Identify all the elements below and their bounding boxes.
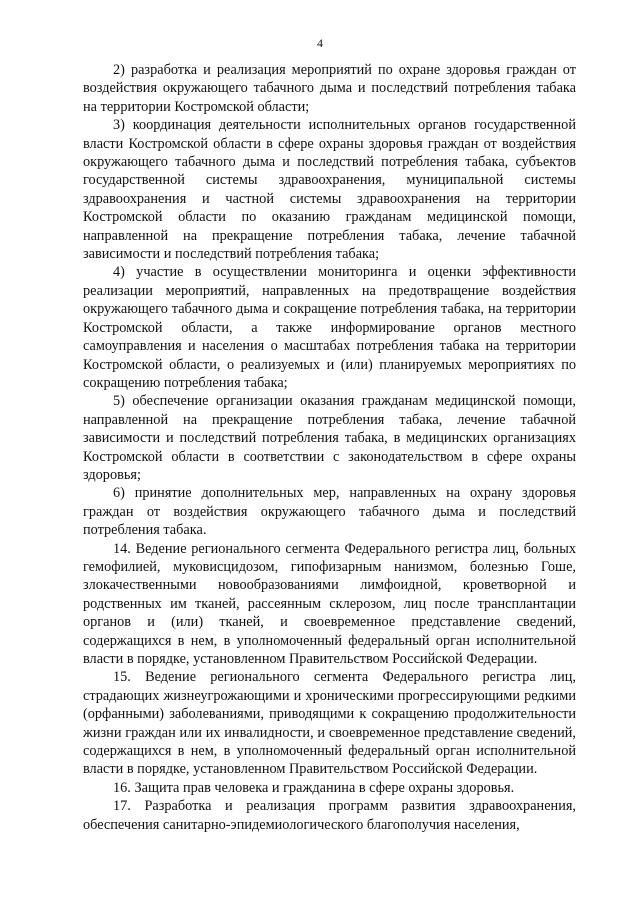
- paragraph-item-6: 6) принятие дополнительных мер, направленных на охрану здоровья граждан от воздействия окружающего табачного дыма и последствий потребления табака.: [83, 485, 576, 539]
- paragraph-section-14: 14. Ведение регионального сегмента Федерального регистра лиц, больных гемофилией, муковисцидозом, гипофизарным нанизмом, болезнью Гоше, злокачественными новообразованиями лимфоидной, кроветворной и родственных им тканей, рассеянным склерозом, лиц после трансплантации органов и (или) тканей, и своевременное представление сведений, содержащихся в нем, в уполномоченный федеральный орган исполнительной власти в порядке, установленном Правительством Российской Федерации.: [83, 540, 576, 667]
- paragraph-item-3: 3) координация деятельности исполнительных органов государственной власти Костромской области в сфере охраны здоровья граждан от воздействия окружающего табачного дыма и последствий потребления табака, субъектов государственной системы здравоохранения, муниципальной системы здравоохранения и частной системы здравоохранения на территории Костромской области по оказанию гражданам медицинской помощи, направленной на прекращение потребления табака, лечение табачной зависимости и последствий потребления табака;: [83, 117, 576, 263]
- paragraph-section-17: 17. Разработка и реализация программ развития здравоохранения, обеспечения санитарно-эпидемиологического благополучия населения,: [83, 798, 576, 833]
- paragraph-section-15: 15. Ведение регионального сегмента Федерального регистра лиц, страдающих жизнеугрожающими и хроническими прогрессирующими редкими (орфанными) заболеваниями, приводящими к сокращению продолжительности жизни граждан или их инвалидности, и своевременное представление сведений, содержащихся в нем, в уполномоченный федеральный орган исполнительной власти в порядке, установленном Правительством Российской Федерации.: [83, 669, 576, 778]
- paragraph-item-2: 2) разработка и реализация мероприятий по охране здоровья граждан от воздействия окружающего табачного дыма и последствий потребления табака на территории Костромской области;: [83, 62, 576, 115]
- paragraph-item-4: 4) участие в осуществлении мониторинга и оценки эффективности реализации мероприятий, направленных на предотвращение воздействия окружающего табачного дыма и сокращение потребления табака, на территории Костромской области, а также информирование органов местного самоуправления и населения о масштабах потребления табака на территории Костромской области, о реализуемых и (или) планируемых мероприятиях по сокращению потребления табака;: [83, 264, 576, 391]
- page-number: 4: [317, 36, 323, 50]
- paragraph-item-5: 5) обеспечение организации оказания гражданам медицинской помощи, направленной на прекращение потребления табака, лечение табачной зависимости и последствий потребления табака, в медицинских организациях Костромской области в соответствии с законодательством в сфере охраны здоровья;: [83, 393, 576, 483]
- document-body: [83, 61, 576, 834]
- paragraph-section-16: 16. Защита прав человека и гражданина в сфере охраны здоровья.: [113, 779, 515, 796]
